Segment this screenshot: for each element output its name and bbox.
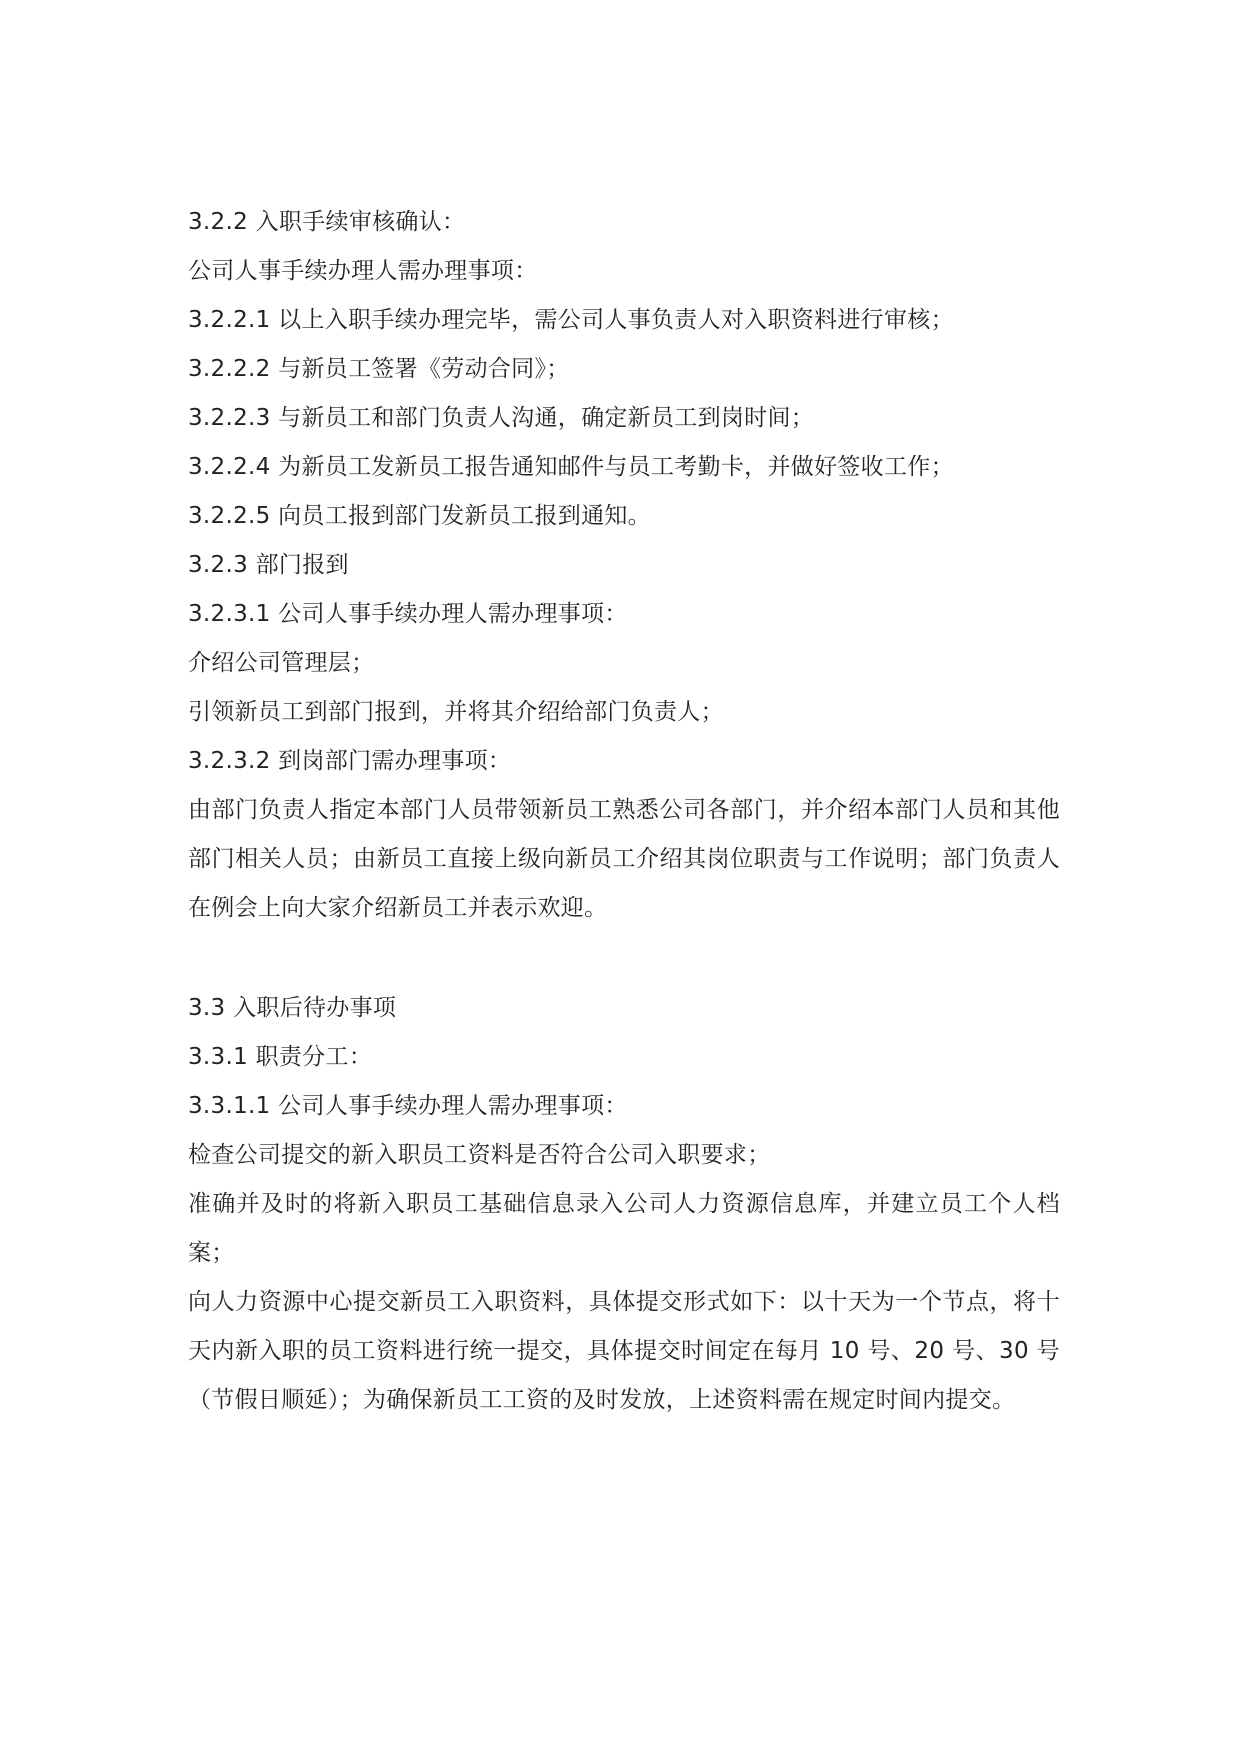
item-3-2-2-3: 3.2.2.3 与新员工和部门负责人沟通，确定新员工到岗时间；	[188, 405, 815, 431]
text-line: 介绍公司管理层；	[188, 650, 375, 676]
text-line: 引领新员工到部门报到，并将其介绍给部门负责人；	[188, 699, 724, 725]
item-3-2-2-1: 3.2.2.1 以上入职手续办理完毕，需公司人事负责人对入职资料进行审核；	[188, 307, 954, 333]
section-heading-3-3-1: 3.3.1 职责分工：	[188, 1044, 373, 1070]
item-3-2-2-4: 3.2.2.4 为新员工发新员工报告通知邮件与员工考勤卡，并做好签收工作；	[188, 454, 954, 480]
item-3-2-2-2: 3.2.2.2 与新员工签署《劳动合同》；	[188, 356, 570, 382]
section-heading-3-2-2: 3.2.2 入职手续审核确认：	[188, 209, 466, 235]
item-3-2-3-2: 3.2.3.2 到岗部门需办理事项：	[188, 748, 512, 774]
document-body	[188, 198, 1060, 1425]
text-line: 检查公司提交的新入职员工资料是否符合公司入职要求；	[188, 1142, 771, 1168]
spacer	[188, 933, 1060, 984]
paragraph-department-intro: 由部门负责人指定本部门人员带领新员工熟悉公司各部门，并介绍本部门人员和其他部门相关人员；由新员工直接上级向新员工介绍其岗位职责与工作说明；部门负责人在例会上向大家介绍新员工并表示欢迎。	[188, 797, 1060, 921]
section-heading-3-2-3: 3.2.3 部门报到	[188, 552, 349, 578]
item-3-2-3-1: 3.2.3.1 公司人事手续办理人需办理事项：	[188, 601, 628, 627]
item-3-2-2-5: 3.2.2.5 向员工报到部门发新员工报到通知。	[188, 503, 651, 529]
section-heading-3-3: 3.3 入职后待办事项	[188, 995, 397, 1021]
paragraph-submission-schedule: 向人力资源中心提交新员工入职资料，具体提交形式如下：以十天为一个节点，将十天内新入职的员工资料进行统一提交，具体提交时间定在每月 10 号、20 号、30 号（节假日顺延）；为确保新员工工资的及时发放，上述资料需在规定时间内提交。	[188, 1289, 1060, 1413]
paragraph-hr-database: 准确并及时的将新入职员工基础信息录入公司人力资源信息库，并建立员工个人档案；	[188, 1191, 1060, 1266]
item-3-3-1-1: 3.3.1.1 公司人事手续办理人需办理事项：	[188, 1093, 628, 1119]
text-line: 公司人事手续办理人需办理事项：	[188, 258, 538, 284]
